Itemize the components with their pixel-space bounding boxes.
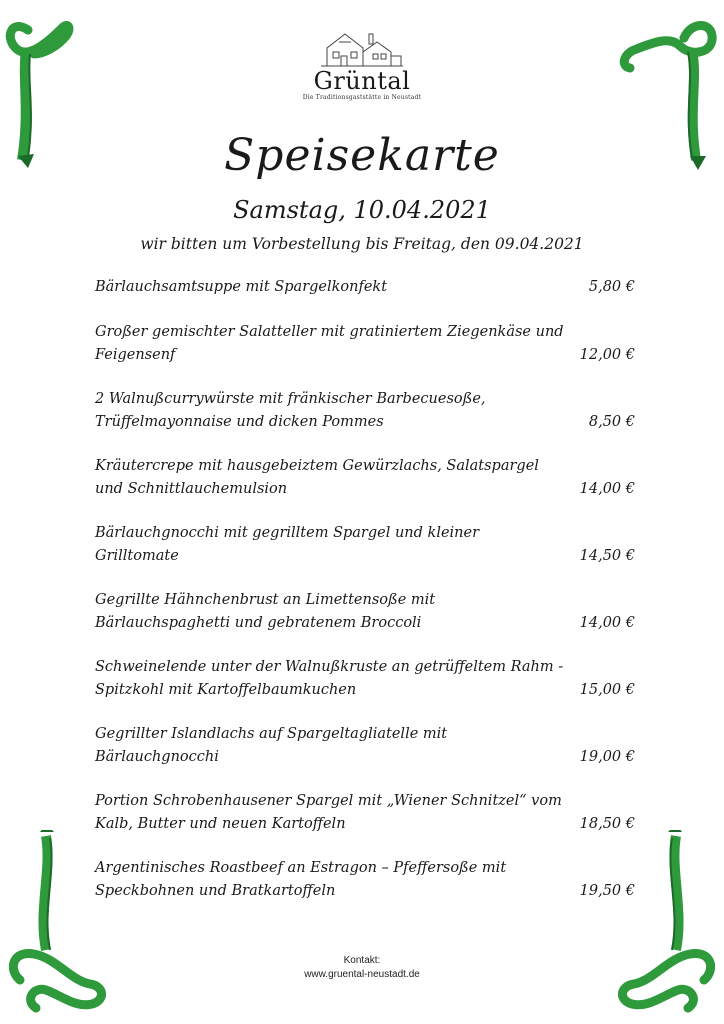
menu-item: [95, 790, 635, 836]
menu-item-price: 18,50 €: [579, 816, 635, 832]
menu-item: [95, 321, 635, 367]
menu-date: Samstag, 10.04.2021: [233, 196, 491, 224]
menu-item: [95, 388, 635, 434]
menu-item: [95, 522, 635, 568]
menu-item-name: Schweinelende unter der Walnußkruste an getrüffeltem Rahm - Spitzkohl mit Kartoffelbaumkuchen: [95, 659, 564, 698]
menu-item-price: 19,00 €: [579, 749, 635, 765]
menu-item-name: Portion Schrobenhausener Spargel mit „Wiener Schnitzel“ vom Kalb, Butter und neuen Kartoffeln: [95, 793, 562, 832]
menu-item-price: 8,50 €: [588, 414, 635, 430]
menu-item-name: Gegrillter Islandlachs auf Spargeltagliatelle mit Bärlauchgnocchi: [95, 726, 448, 765]
contact-footer: [0, 954, 724, 982]
menu-item-price: 14,00 €: [579, 615, 635, 631]
menu-item: [95, 276, 635, 299]
menu-item: [95, 589, 635, 635]
menu-item-name: Argentinisches Roastbeef an Estragon – Pfeffersoße mit Speckbohnen und Bratkartoffeln: [95, 860, 507, 899]
menu-item-name: Großer gemischter Salatteller mit gratiniertem Ziegenkäse und Feigensenf: [95, 324, 564, 363]
menu-item-price: 19,50 €: [579, 883, 635, 899]
preorder-notice: wir bitten um Vorbestellung bis Freitag, den 09.04.2021: [140, 235, 584, 253]
menu-item-name: Bärlauchsamtsuppe mit Spargelkonfekt: [95, 279, 388, 295]
menu-item: [95, 455, 635, 501]
menu-item: [95, 857, 635, 903]
menu-item-name: Bärlauchgnocchi mit gegrilltem Spargel und kleiner Grilltomate: [95, 525, 480, 564]
menu-list: [95, 276, 635, 903]
ribbon-ornament-bottom-left: [0, 830, 110, 1015]
logo-wordmark: Grüntal: [313, 67, 411, 95]
menu-item-price: 12,00 €: [579, 347, 635, 363]
menu-item: [95, 723, 635, 769]
menu-item-price: 14,00 €: [579, 481, 635, 497]
menu-item-price: 5,80 €: [588, 279, 635, 295]
website-link[interactable]: www.gruental-neustadt.de: [304, 969, 420, 980]
menu-item-name: Kräutercrepe mit hausgebeiztem Gewürzlachs, Salatspargel und Schnittlauchemulsion: [95, 458, 539, 497]
restaurant-logo: [292, 28, 432, 101]
logo-tagline: Die Traditionsgaststätte in Neustadt: [302, 94, 422, 101]
contact-label: Kontakt:: [343, 955, 381, 966]
menu-item-name: 2 Walnußcurrywürste mit fränkischer Barbecuesoße, Trüffelmayonnaise und dicken Pommes: [95, 391, 486, 430]
menu-item-price: 15,00 €: [579, 682, 635, 698]
page-title: Speisekarte: [224, 130, 500, 181]
menu-item-name: Gegrillte Hähnchenbrust an Limettensoße mit Bärlauchspaghetti und gebratenem Broccoli: [95, 592, 436, 631]
house-icon: [317, 28, 407, 68]
menu-item: [95, 656, 635, 702]
menu-item-price: 14,50 €: [579, 548, 635, 564]
